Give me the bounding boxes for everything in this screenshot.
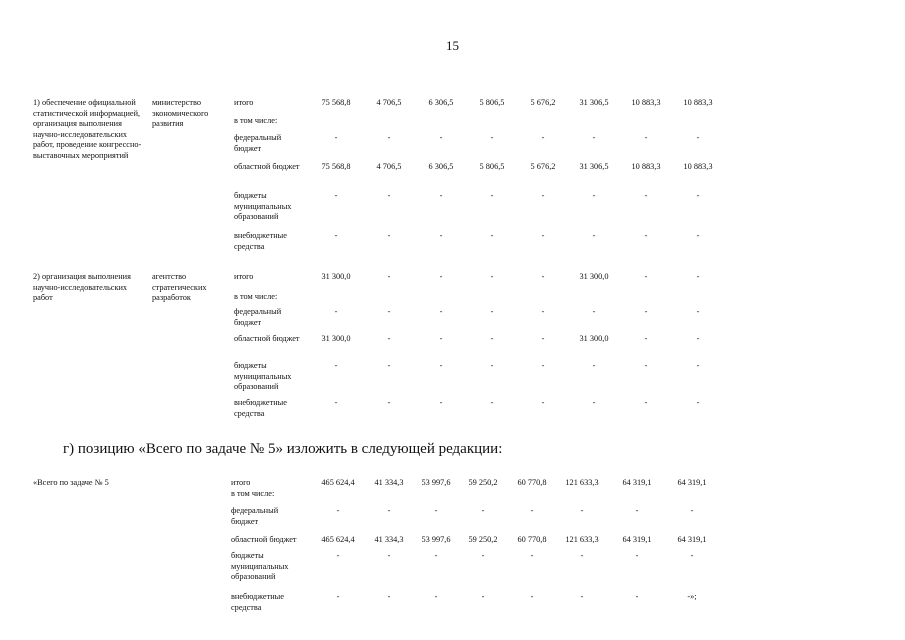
table-cell-value: - [541, 334, 545, 343]
table-cell-value: - [439, 361, 443, 370]
table-cell-value: 5 806,5 [479, 98, 505, 107]
table-cell-value: - [334, 133, 338, 142]
funding-source-label: бюджеты муниципальных образований [234, 361, 292, 391]
table-cell-value: 10 883,3 [631, 162, 661, 171]
table-cell-value: - [490, 334, 494, 343]
table-cell-value: - [644, 133, 648, 142]
table-cell-value: 6 306,5 [428, 162, 454, 171]
table-cell-value: - [387, 307, 391, 316]
table-cell-value: - [644, 307, 648, 316]
table-cell-value: - [635, 592, 639, 601]
table-cell-value: - [490, 191, 494, 200]
table-cell-value: - [644, 334, 648, 343]
table-cell-value: - [334, 361, 338, 370]
table-cell-value: 6 306,5 [428, 98, 454, 107]
table-cell-value: - [439, 334, 443, 343]
table-cell-value: - [336, 592, 340, 601]
table-cell-value: - [334, 191, 338, 200]
table-cell-value: - [690, 506, 694, 515]
table-cell-value: - [490, 307, 494, 316]
funding-source-label: внебюджетные средства [231, 592, 284, 612]
table-cell-value: 465 624,4 [321, 535, 355, 544]
table-cell-value: 59 250,2 [468, 535, 498, 544]
table-cell-value: - [580, 551, 584, 560]
table-cell-value: - [644, 398, 648, 407]
table-cell-value: - [592, 191, 596, 200]
table-cell-value: - [541, 398, 545, 407]
table-cell-value: - [334, 398, 338, 407]
table-cell-value: - [387, 272, 391, 281]
table-cell-value: 31 300,0 [579, 272, 609, 281]
table-cell-value: 75 568,8 [321, 98, 351, 107]
table-cell-value: - [334, 307, 338, 316]
table-cell-value: - [541, 231, 545, 240]
table-cell-value: - [644, 272, 648, 281]
table-cell-value: - [696, 191, 700, 200]
measure-name: 1) обеспечение официальной статистической информацией, организация выполнения научно-исследовательских работ, проведение конгрессно-выставочных мероприятий [33, 98, 142, 160]
table-cell-value: - [592, 361, 596, 370]
table-cell-value: 121 633,3 [565, 535, 599, 544]
table-cell-value: - [696, 133, 700, 142]
table-cell-value: 64 319,1 [677, 478, 707, 487]
table-cell-value: - [490, 398, 494, 407]
table-cell-value: 60 770,8 [517, 535, 547, 544]
amendment-heading: г) позицию «Всего по задаче № 5» изложить в следующей редакции: [63, 441, 503, 457]
table-cell-value: - [635, 506, 639, 515]
table-cell-value: - [530, 551, 534, 560]
table-cell-value: 5 806,5 [479, 162, 505, 171]
funding-source-label: в том числе: [234, 292, 278, 301]
page-number: 15 [446, 38, 459, 53]
funding-source-label: федеральный бюджет [234, 307, 282, 327]
table-cell-value: - [336, 506, 340, 515]
table-cell-value: 31 306,5 [579, 162, 609, 171]
table-cell-value: - [387, 133, 391, 142]
table-cell-value: - [541, 133, 545, 142]
funding-source-label: в том числе: [234, 116, 278, 125]
table-cell-value: - [644, 191, 648, 200]
table-cell-value: - [490, 133, 494, 142]
funding-source-label: областной бюджет [234, 334, 300, 343]
table-cell-value: - [439, 398, 443, 407]
funding-source-label: федеральный бюджет [231, 506, 279, 526]
table-cell-value: - [530, 506, 534, 515]
funding-source-label: областной бюджет [234, 162, 300, 171]
table-cell-value: - [635, 551, 639, 560]
funding-source-label: итого в том числе: [231, 478, 275, 498]
table-cell-value: 75 568,8 [321, 162, 351, 171]
funding-source-label: бюджеты муниципальных образований [234, 191, 292, 221]
funding-source-label: итого [234, 98, 254, 107]
funding-source-label: внебюджетные средства [234, 231, 287, 251]
table-cell-value: - [530, 592, 534, 601]
table-cell-value: - [387, 506, 391, 515]
table-cell-value: 64 319,1 [622, 535, 652, 544]
table-cell-value: - [434, 592, 438, 601]
table-cell-value: - [592, 398, 596, 407]
table-cell-value: - [696, 334, 700, 343]
table-cell-value: - [541, 307, 545, 316]
table-cell-value: - [387, 231, 391, 240]
funding-source-label: областной бюджет [231, 535, 297, 544]
table-cell-value: 64 319,1 [677, 535, 707, 544]
table-cell-value: 10 883,3 [683, 162, 713, 171]
table-cell-value: 31 300,0 [321, 272, 351, 281]
table-cell-value: - [696, 231, 700, 240]
table-cell-value: 4 706,5 [376, 162, 402, 171]
table-cell-value: - [439, 231, 443, 240]
table-cell-value: - [387, 398, 391, 407]
funding-source-label: внебюджетные средства [234, 398, 287, 418]
table-cell-value: - [387, 592, 391, 601]
table-cell-value: - [387, 191, 391, 200]
table-cell-value: 121 633,3 [565, 478, 599, 487]
table-cell-value: 31 306,5 [579, 98, 609, 107]
table-cell-value: 10 883,3 [683, 98, 713, 107]
table-cell-value: - [580, 506, 584, 515]
executor-name: министерство экономического развития [152, 98, 209, 128]
table-cell-value: 465 624,4 [321, 478, 355, 487]
table-cell-value: - [434, 551, 438, 560]
table-cell-value: - [490, 361, 494, 370]
table-cell-value: - [387, 551, 391, 560]
table-cell-value: 59 250,2 [468, 478, 498, 487]
table-cell-value: - [541, 272, 545, 281]
table-cell-value: 31 300,0 [579, 334, 609, 343]
table-cell-value: - [592, 231, 596, 240]
table-cell-value: 64 319,1 [622, 478, 652, 487]
executor-name: агентство стратегических разработок [152, 272, 207, 302]
table-cell-value: - [334, 231, 338, 240]
table-cell-value: - [439, 307, 443, 316]
table-cell-value: 53 997,6 [421, 535, 451, 544]
table-cell-value: 10 883,3 [631, 98, 661, 107]
table-cell-value: 31 300,0 [321, 334, 351, 343]
table-cell-value: - [644, 231, 648, 240]
table-cell-value: - [490, 272, 494, 281]
table-cell-value: - [439, 133, 443, 142]
task-total-name: «Всего по задаче № 5 [33, 478, 109, 487]
table-cell-value: - [690, 551, 694, 560]
table-cell-value: 41 334,3 [374, 535, 404, 544]
table-cell-value: - [541, 191, 545, 200]
table-cell-value: - [592, 307, 596, 316]
funding-source-label: бюджеты муниципальных образований [231, 551, 289, 581]
table-cell-value: 53 997,6 [421, 478, 451, 487]
table-cell-value: - [490, 231, 494, 240]
table-cell-value: - [434, 506, 438, 515]
table-cell-value: - [696, 361, 700, 370]
table-cell-value: 60 770,8 [517, 478, 547, 487]
table-cell-value: - [696, 272, 700, 281]
table-cell-value: - [336, 551, 340, 560]
table-cell-value: 41 334,3 [374, 478, 404, 487]
table-cell-value: 4 706,5 [376, 98, 402, 107]
table-cell-value: - [439, 272, 443, 281]
table-cell-value: - [696, 398, 700, 407]
measure-name: 2) организация выполнения научно-исследовательских работ [33, 272, 131, 302]
table-cell-value: - [387, 334, 391, 343]
table-cell-value: - [580, 592, 584, 601]
table-cell-value: - [481, 551, 485, 560]
funding-source-label: итого [234, 272, 254, 281]
funding-source-label: федеральный бюджет [234, 133, 282, 153]
table-cell-value: - [592, 133, 596, 142]
table-cell-value: 5 676,2 [530, 98, 556, 107]
table-cell-value: - [481, 592, 485, 601]
table-cell-value: - [541, 361, 545, 370]
table-cell-value: -»; [687, 592, 697, 601]
table-cell-value: - [644, 361, 648, 370]
table-cell-value: - [481, 506, 485, 515]
table-cell-value: - [696, 307, 700, 316]
table-cell-value: - [439, 191, 443, 200]
table-cell-value: 5 676,2 [530, 162, 556, 171]
table-cell-value: - [387, 361, 391, 370]
